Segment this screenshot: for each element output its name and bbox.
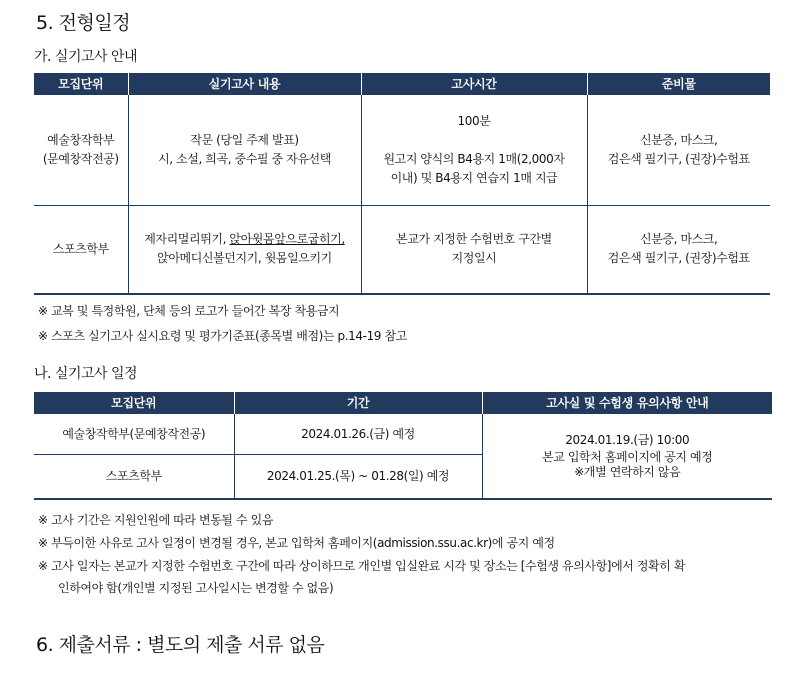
content-cell: [128, 206, 361, 294]
header-period: 기간: [234, 392, 482, 414]
unit-cell: 예술창작학부(문예창작전공): [34, 414, 234, 455]
table-row: [34, 206, 770, 294]
unit-line: 예술창작학부: [47, 133, 115, 147]
note-b-1: ※ 고사 기간은 지원인원에 따라 변동될 수 있음: [38, 513, 274, 527]
time-line: 본교가 지정한 수험번호 구간별: [396, 232, 552, 247]
content-cell: [128, 95, 361, 206]
unit-line: (문예창작전공): [42, 152, 119, 166]
prep-line: 신분증, 마스크,: [640, 133, 718, 147]
header-guide: 고사실 및 수험생 유의사항 안내: [482, 392, 772, 414]
content-line: 작문 (당일 주제 발표): [190, 133, 299, 147]
table-header-row: [34, 392, 772, 414]
guide-line: 2024.01.19.(금) 10:00: [565, 433, 690, 448]
content-line: 제자리멀리뛰기, 앉아윗몸앞으로굽히기,: [144, 232, 345, 247]
section-6-title: 6. 제출서류 : 별도의 제출 서류 없음: [36, 634, 325, 656]
period-cell: 2024.01.26.(금) 예정: [234, 414, 482, 455]
header-prep: 준비물: [587, 73, 770, 95]
note-b-4: 인하여야 함(개인별 지정된 고사일시는 변경할 수 없음): [58, 581, 334, 595]
unit-cell: [34, 206, 128, 294]
header-content: 실기고사 내용: [128, 73, 361, 95]
header-unit: 모집단위: [34, 73, 128, 95]
header-time: 고사시간: [361, 73, 587, 95]
time-cell: [361, 95, 587, 206]
unit-line: 스포츠학부: [52, 241, 109, 256]
prep-cell: [587, 95, 770, 206]
subsection-b-title: 나. 실기고사 일정: [34, 366, 138, 382]
guide-line: ※개별 연락하지 않음: [574, 465, 681, 480]
time-cell: [361, 206, 587, 294]
time-line: 지정일시: [451, 251, 497, 266]
note-b-3: ※ 고사 일자는 본교가 지정한 수험번호 구간에 따라 상이하므로 개인별 입실완료 시각 및 장소는 [수험생 유의사항]에서 정확히 확: [38, 559, 686, 573]
time-line: 원고지 양식의 B4용지 1매(2,000자: [383, 152, 565, 166]
table-row: [34, 95, 770, 206]
table-header-row: [34, 73, 770, 95]
unit-cell: 스포츠학부: [34, 455, 234, 499]
prep-cell: [587, 206, 770, 294]
unit-cell: [34, 95, 128, 206]
time-line: 100분: [457, 114, 491, 128]
note-b-2: ※ 부득이한 사유로 고사 일정이 변경될 경우, 본교 입학처 홈페이지(admission.ssu.ac.kr)에 공지 예정: [38, 536, 555, 550]
header-unit: 모집단위: [34, 392, 234, 414]
content-line: 시, 소설, 희곡, 중수필 중 자유선택: [158, 152, 331, 166]
note-a-2: ※ 스포츠 실기고사 실시요령 및 평가기준표(종목별 배점)는 p.14-19 참고: [38, 329, 407, 343]
content-line: 앉아메디신볼던지기, 윗몸일으키기: [157, 251, 332, 266]
guide-cell: [482, 414, 772, 499]
prep-line: 검은색 필기구, (권장)수험표: [607, 251, 750, 266]
period-cell: 2024.01.25.(목) ~ 01.28(일) 예정: [234, 455, 482, 499]
subsection-a-title: 가. 실기고사 안내: [34, 49, 138, 65]
table-row: [34, 414, 772, 455]
prep-line: 검은색 필기구, (권장)수험표: [607, 152, 750, 166]
prep-line: 신분증, 마스크,: [640, 232, 718, 247]
practical-exam-info-table: [34, 73, 770, 295]
practical-exam-schedule-table: [34, 392, 772, 500]
note-a-1: ※ 교복 및 특정학원, 단체 등의 로고가 들어간 복장 착용금지: [38, 304, 340, 318]
section-5-title: 5. 전형일정: [36, 12, 131, 34]
guide-line: 본교 입학처 홈페이지에 공지 예정: [542, 450, 713, 465]
time-line: 이내) 및 B4용지 연습지 1매 지급: [390, 171, 558, 185]
